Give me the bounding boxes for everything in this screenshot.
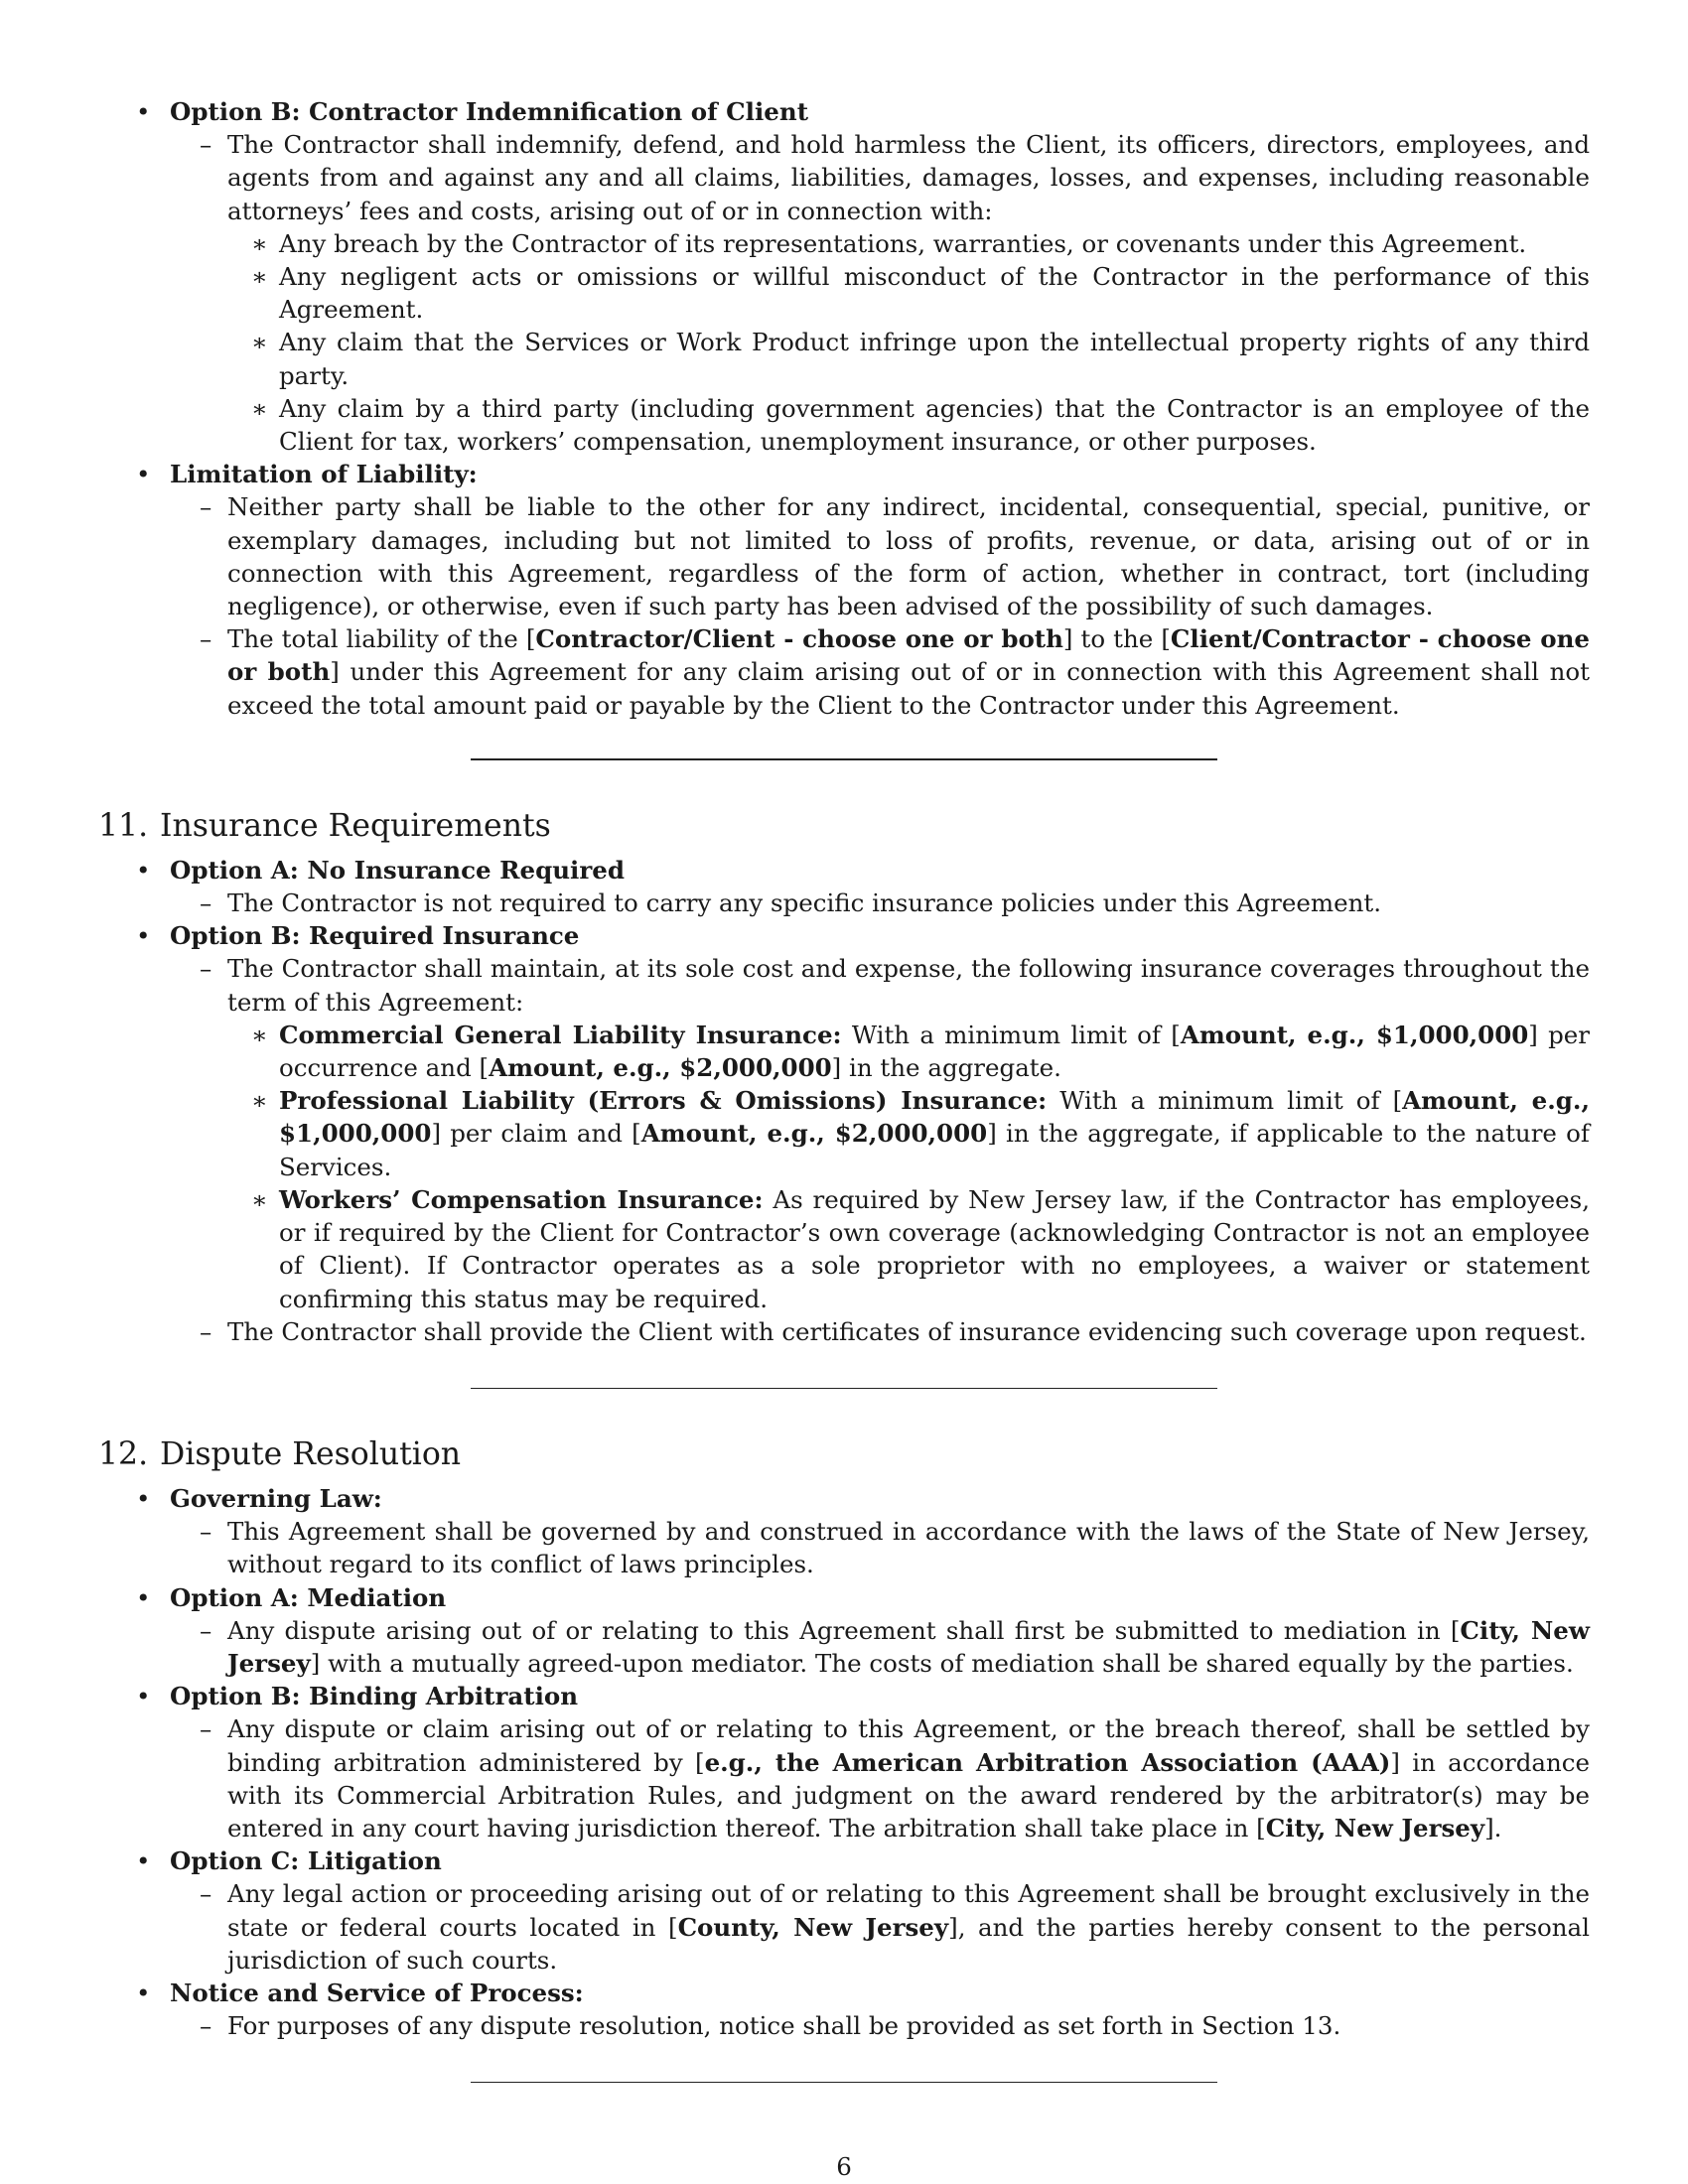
indemnification-item: ∗ Any breach by the Contractor of its representations, warranties, or covenants under this Agreement.	[227, 227, 1590, 260]
arbitration-heading: Option B: Binding Arbitration	[170, 1682, 579, 1711]
notice-text: – For purposes of any dispute resolution, notice shall be provided as set forth in Section 13.	[170, 2009, 1590, 2042]
indemnification-list	[98, 95, 1590, 722]
mediation-item	[98, 1581, 1590, 1681]
litigation-heading: Option C: Litigation	[170, 1846, 442, 1876]
arbitration-item	[98, 1680, 1590, 1844]
insurance-option-b-text: – The Contractor shall maintain, at its sole cost and expense, the following insurance coverages throughout the term of this Agreement: ∗ Commercial General Liability Insurance: With a minimum limit of [Amount, e.g., $1,000,000] per occurrence and [Amount, e.g., $2,000,000] in the aggregate. ∗ Professional Liability (Errors & Omissions) Insurance: With a minimum limit of [Amount, e.g., $1,000,000] per claim and [Amount, e.g., $2,000,000] in the aggregate, if applicable to the nature of Services. ∗ Workers’ Compensation Insurance: As required by New Jersey law, if the Contractor has employees, or if required by the Client for Contractor’s own coverage (acknowledging Contractor is not an employee of Client). If Contractor operates as a sole proprietor with no employees, a waiver or statement confirming this status may be required.	[170, 952, 1590, 1314]
mediation-text: – Any dispute arising out of or relating to this Agreement shall first be submitted to mediation in [City, New Jersey] with a mutually agreed-upon mediator. The costs of mediation shall be shared equally by the parties.	[170, 1614, 1590, 1680]
professional-liability-item: ∗ Professional Liability (Errors & Omissions) Insurance: With a minimum limit of [Amount, e.g., $1,000,000] per claim and [Amount, e.g., $2,000,000] in the aggregate, if applicable to the nature of Services.	[227, 1084, 1590, 1183]
page-number: 6	[836, 2152, 852, 2181]
governing-law-item	[98, 1482, 1590, 1581]
arbitration-text: – Any dispute or claim arising out of or relating to this Agreement, or the breach thereof, shall be settled by binding arbitration administered by [e.g., the American Arbitration Association (AAA)] in accordance with its Commercial Arbitration Rules, and judgment on the award rendered by the arbitrator(s) may be entered in any court having jurisdiction thereof. The arbitration shall take place in [City, New Jersey].	[170, 1712, 1590, 1844]
document-page	[98, 95, 1590, 2083]
workers-comp-item: ∗ Workers’ Compensation Insurance: As required by New Jersey law, if the Contractor has employees, or if required by the Client for Contractor’s own coverage (acknowledging Contractor is not an employee of Client). If Contractor operates as a sole proprietor with no employees, a waiver or statement confirming this status may be required.	[227, 1183, 1590, 1315]
insurance-option-b	[98, 919, 1590, 1348]
option-b-indemnification-heading: Option B: Contractor Indemnification of Client	[170, 97, 809, 126]
mediation-heading: Option A: Mediation	[170, 1582, 447, 1612]
section-divider	[471, 1388, 1217, 1389]
section-12-heading: 12. Dispute Resolution	[98, 1435, 462, 1472]
cgl-item: ∗ Commercial General Liability Insurance: With a minimum limit of [Amount, e.g., $1,000,000] per occurrence and [Amount, e.g., $2,000,000] in the aggregate.	[227, 1019, 1590, 1084]
section-divider	[471, 758, 1217, 760]
litigation-item	[98, 1844, 1590, 1977]
indemnification-item: ∗ Any claim by a third party (including government agencies) that the Contractor is an employee of the Client for tax, workers’ compensation, unemployment insurance, or other purposes.	[227, 392, 1590, 458]
indemnification-item: ∗ Any negligent acts or omissions or willful misconduct of the Contractor in the performance of this Agreement.	[227, 260, 1590, 326]
indemnification-item: ∗ Any claim that the Services or Work Product infringe upon the intellectual property rights of any third party.	[227, 326, 1590, 391]
litigation-text: – Any legal action or proceeding arising out of or relating to this Agreement shall be brought exclusively in the state or federal courts located in [County, New Jersey], and the parties hereby consent to the personal jurisdiction of such courts.	[170, 1877, 1590, 1977]
governing-law-heading: Governing Law:	[170, 1483, 382, 1513]
notice-heading: Notice and Service of Process:	[170, 1978, 584, 2007]
insurance-list	[98, 854, 1590, 1348]
indemnification-text: – The Contractor shall indemnify, defend, and hold harmless the Client, its officers, directors, employees, and agents from and against any and all claims, liabilities, damages, losses, and expenses, including reasonable attorneys’ fees and costs, arising out of or in connection with: ∗ Any breach by the Contractor of its representations, warranties, or covenants under this Agreement. ∗ Any negligent acts or omissions or willful misconduct of the Contractor in the performance of this Agreement. ∗ Any claim that the Services or Work Product infringe upon the intellectual property rights of any third party. ∗ Any claim by a third party (including government agencies) that the Contractor is an employee of the Client for tax, workers’ compensation, unemployment insurance, or other purposes.	[170, 128, 1590, 458]
insurance-option-a-heading: Option A: No Insurance Required	[170, 855, 625, 885]
section-divider	[471, 2082, 1217, 2083]
certificates-text: – The Contractor shall provide the Client with certificates of insurance evidencing such coverage upon request.	[170, 1315, 1590, 1348]
notice-item	[98, 1977, 1590, 2042]
option-b-indemnification-item	[98, 95, 1590, 458]
insurance-option-a	[98, 854, 1590, 919]
governing-law-text: – This Agreement shall be governed by and construed in accordance with the laws of the State of New Jersey, without regard to its conflict of laws principles.	[170, 1515, 1590, 1580]
limitation-item	[98, 458, 1590, 722]
limitation-para-2: – The total liability of the [Contractor/Client - choose one or both] to the [Client/Contractor - choose one or both] under this Agreement for any claim arising out of or in connection with this Agreement shall not exceed the total amount paid or payable by the Client to the Contractor under this Agreement.	[170, 622, 1590, 722]
insurance-option-b-heading: Option B: Required Insurance	[170, 921, 580, 951]
dispute-list	[98, 1482, 1590, 2042]
limitation-heading: Limitation of Liability:	[170, 460, 478, 489]
insurance-option-a-text: – The Contractor is not required to carry any specific insurance policies under this Agreement.	[170, 887, 1590, 919]
section-11-heading: 11. Insurance Requirements	[98, 807, 551, 844]
limitation-para-1: – Neither party shall be liable to the other for any indirect, incidental, consequential, special, punitive, or exemplary damages, including but not limited to loss of profits, revenue, or data, arising out of or in connection with this Agreement, regardless of the form of action, whether in contract, tort (including negligence), or otherwise, even if such party has been advised of the possibility of such damages.	[170, 490, 1590, 622]
